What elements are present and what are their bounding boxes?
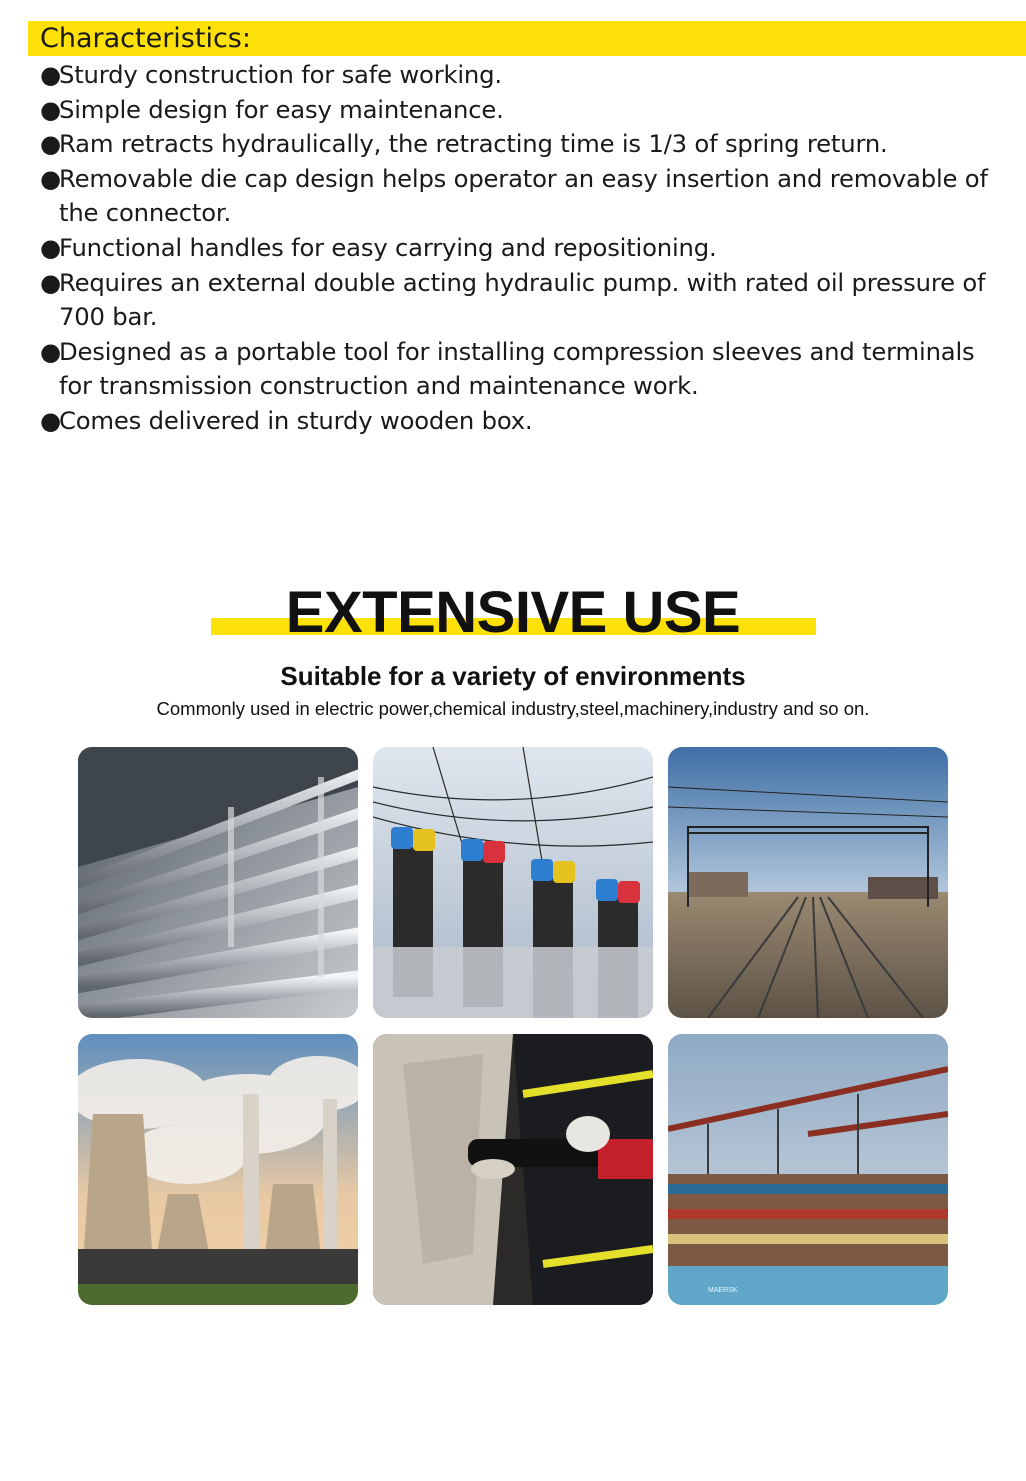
photo-rescue-cutter — [373, 1034, 653, 1305]
photo-container-port — [668, 1034, 948, 1305]
bullet-icon: ● — [40, 129, 62, 159]
characteristic-item: ● Designed as a portable tool for installing compression sleeves and terminals for transmission construction and maintenance work. — [40, 336, 975, 401]
characteristics-title: Characteristics: — [40, 23, 251, 54]
characteristic-item: ● Comes delivered in sturdy wooden box. — [40, 404, 1000, 439]
bullet-icon: ● — [40, 232, 62, 262]
extensive-use-description: Commonly used in electric power,chemical industry,steel,machinery,industry and so on. — [156, 698, 870, 719]
photo-substation-insulators — [373, 747, 653, 1018]
bullet-icon: ● — [40, 60, 62, 89]
bullet-icon: ● — [40, 94, 62, 124]
characteristic-item: ● Removable die cap design helps operator an easy insertion and removable of the connector. — [40, 163, 988, 228]
extensive-use-subtitle: Suitable for a variety of environments — [280, 661, 746, 691]
ship-hull-name: MAERSK — [708, 1287, 738, 1294]
extensive-use-title: EXTENSIVE USE — [285, 580, 741, 645]
characteristic-item: ● Simple design for easy maintenance. — [40, 93, 1000, 128]
photo-conduit-pipes — [78, 747, 358, 1018]
characteristic-item: ● Requires an external double acting hydraulic pump. with rated oil pressure of 700 bar. — [40, 267, 986, 332]
characteristic-item: ● Functional handles for easy carrying and repositioning. — [40, 231, 1000, 266]
bullet-icon: ● — [40, 163, 62, 193]
bullet-icon: ● — [40, 405, 62, 435]
characteristic-item: ● Sturdy construction for safe working. — [40, 58, 1000, 93]
bullet-icon: ● — [40, 267, 62, 297]
photo-railway-tracks — [668, 747, 948, 1018]
photo-power-plant — [78, 1034, 358, 1305]
bullet-icon: ● — [40, 336, 62, 366]
characteristic-item: ● Ram retracts hydraulically, the retracting time is 1/3 of spring return. — [40, 127, 1000, 162]
characteristics-list — [40, 58, 1000, 439]
